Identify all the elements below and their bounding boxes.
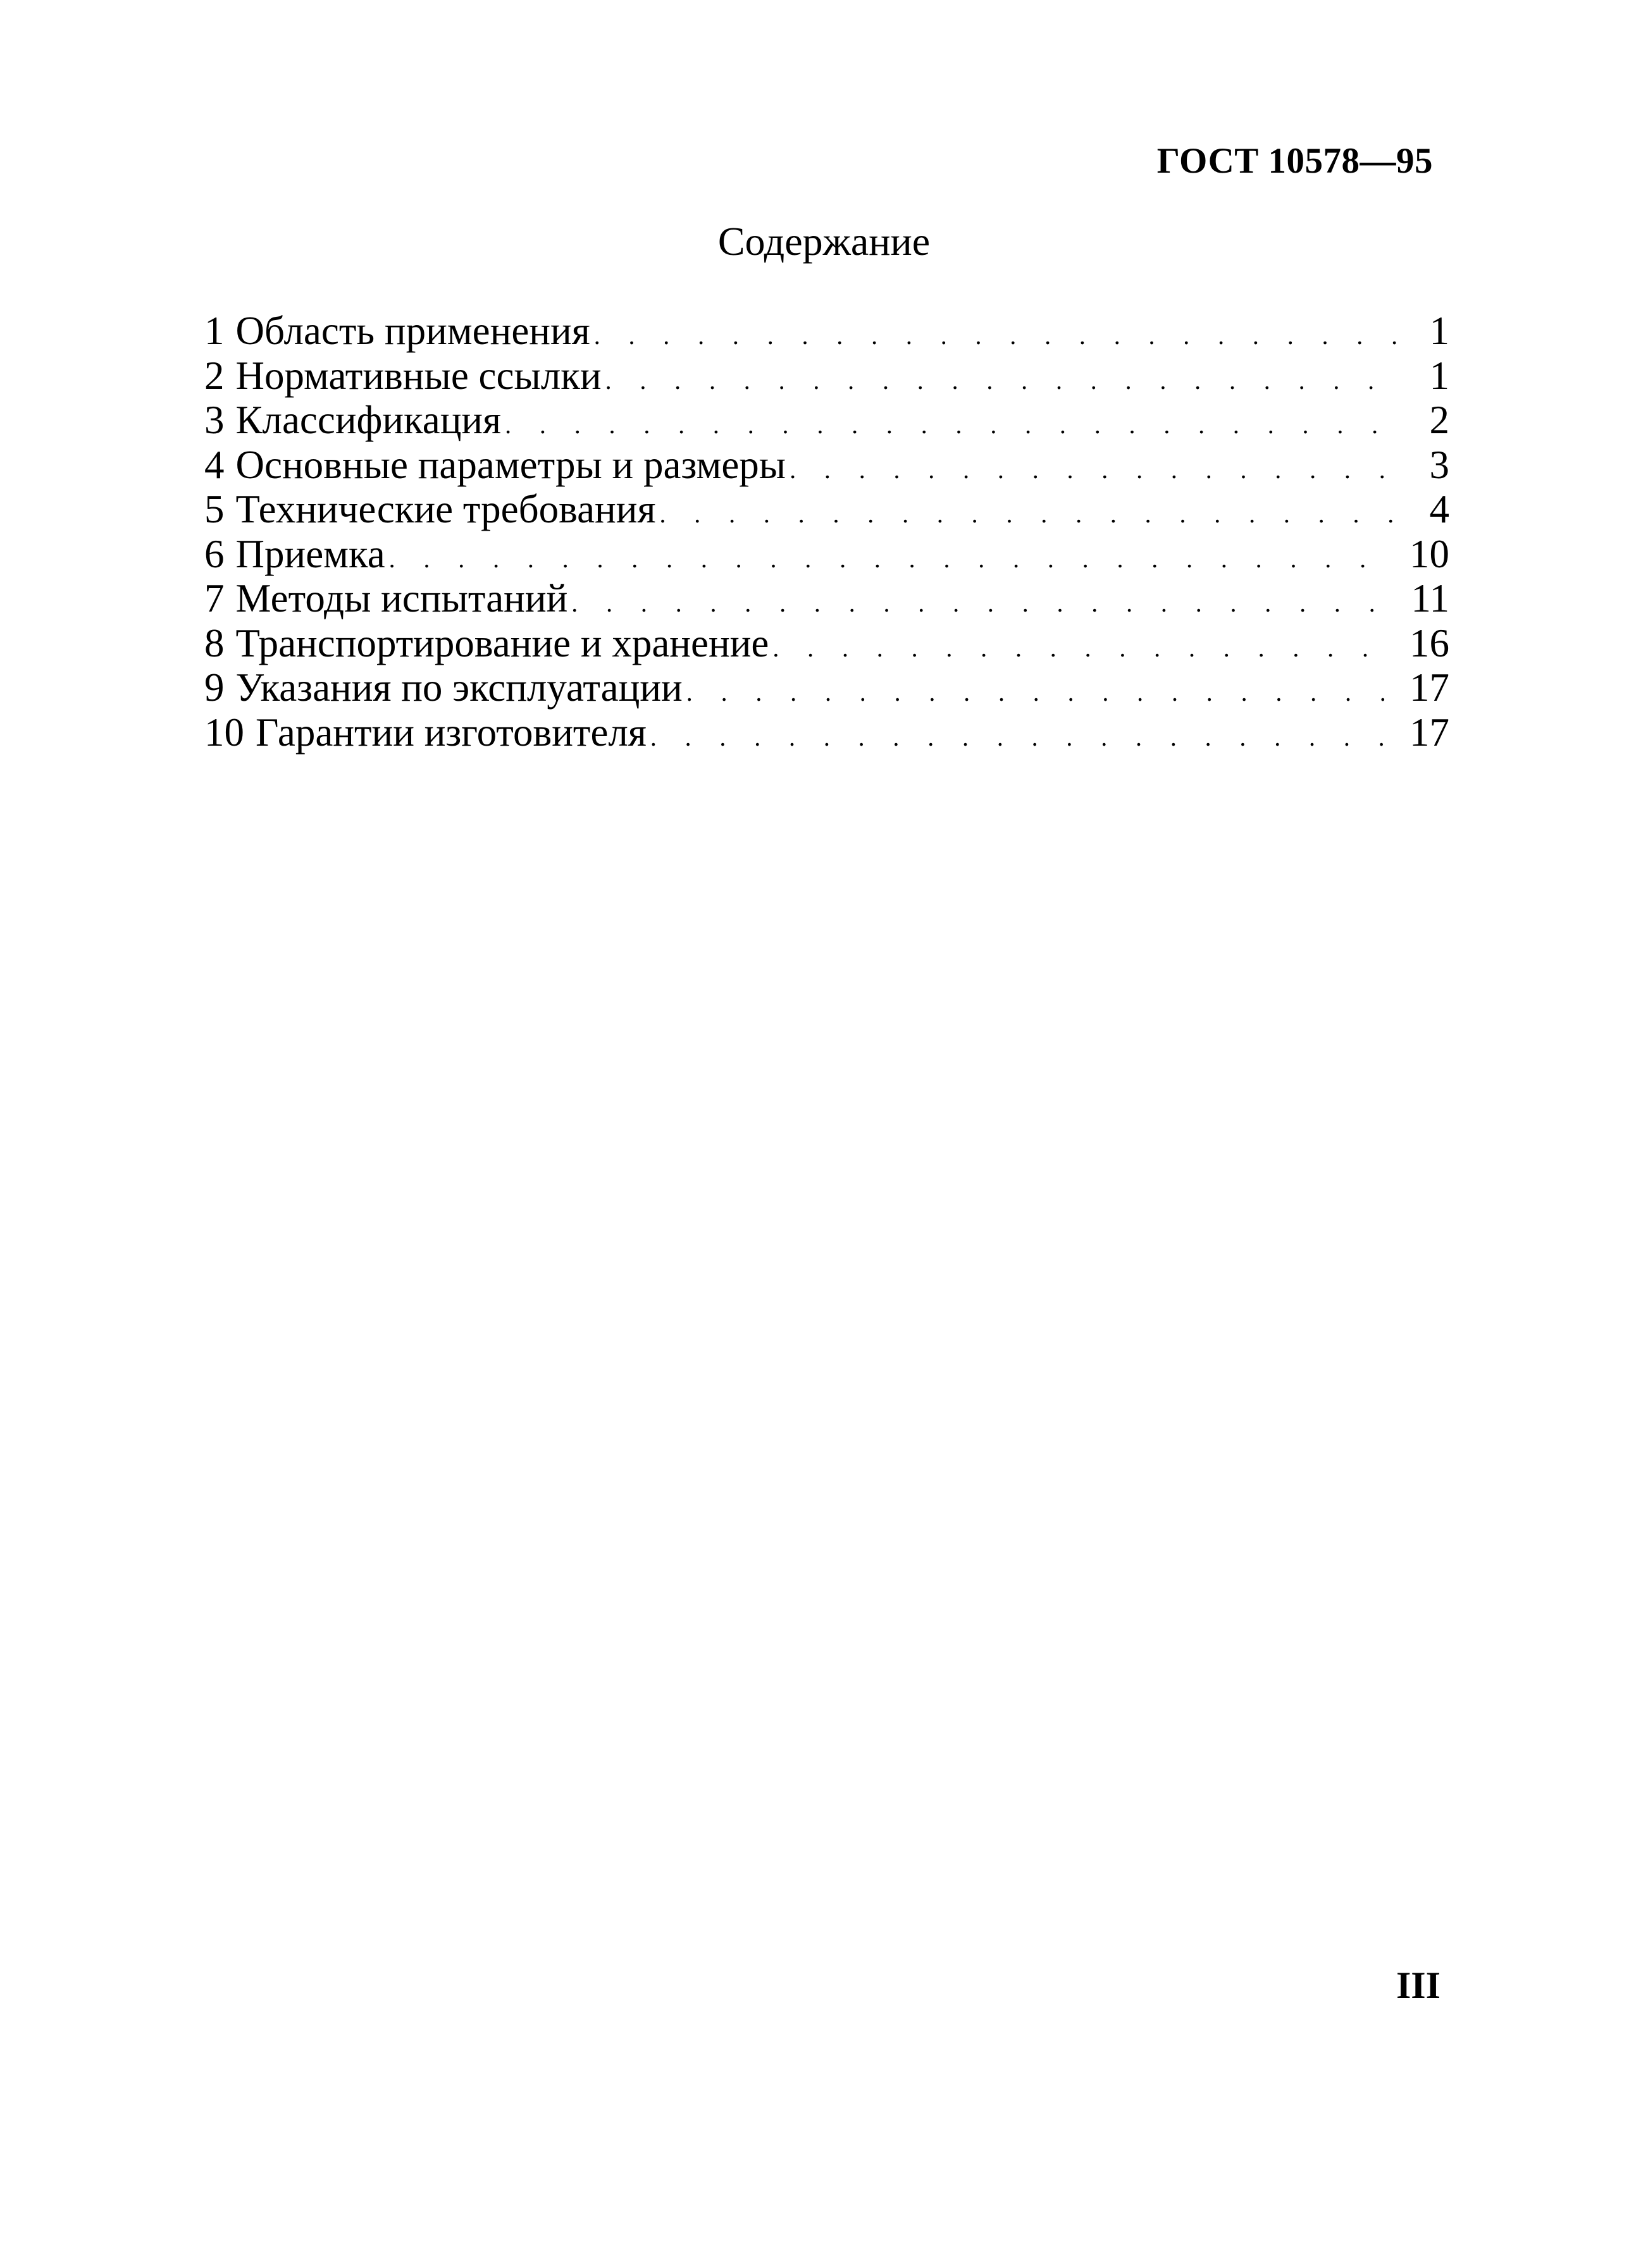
toc-entry[interactable]: [204, 665, 1449, 710]
toc-entry[interactable]: [204, 398, 1449, 443]
toc-entry[interactable]: [204, 309, 1449, 354]
toc-entry[interactable]: [204, 354, 1449, 398]
toc-entry[interactable]: [204, 532, 1449, 577]
dot-leader: [650, 715, 1396, 760]
toc-entry-label: Основные параметры и размеры: [235, 442, 786, 487]
page-number: III: [1396, 1964, 1440, 2006]
toc-entry-number: 10: [204, 710, 244, 755]
toc-entry-number: 1: [204, 309, 225, 353]
toc-entry-label: Технические требования: [235, 487, 656, 531]
dot-leader: [686, 670, 1396, 715]
toc-entry-number: 5: [204, 487, 225, 531]
toc-entry-label: Нормативные ссылки: [235, 353, 602, 398]
toc-entry-label: Область применения: [235, 309, 590, 353]
dot-leader: [605, 359, 1397, 404]
toc-entry[interactable]: [204, 487, 1449, 532]
toc-entry-page: 2: [1429, 398, 1449, 442]
toc-entry-number: 2: [204, 353, 225, 398]
toc-entry-page: 1: [1429, 309, 1449, 353]
document-code: ГОСТ 10578—95: [1156, 141, 1433, 181]
toc-entry-label: Указания по эксплуатации: [235, 665, 683, 710]
toc-entry-number: 7: [204, 576, 225, 620]
toc-entry-number: 3: [204, 398, 225, 442]
toc-entry-number: 8: [204, 620, 225, 665]
toc-entry-page: 17: [1409, 665, 1449, 710]
toc-entry-label: Методы испытаний: [235, 576, 568, 620]
dot-leader: [389, 537, 1396, 582]
dot-leader: [659, 492, 1397, 537]
dot-leader: [594, 314, 1397, 359]
toc-entry-page: 1: [1429, 353, 1449, 398]
dot-leader: [790, 448, 1397, 493]
dot-leader: [772, 626, 1396, 671]
table-of-contents: [204, 309, 1449, 755]
toc-entry-page: 16: [1409, 620, 1449, 665]
toc-entry[interactable]: [204, 443, 1449, 488]
toc-entry-page: 3: [1429, 442, 1449, 487]
contents-title: Содержание: [717, 219, 931, 264]
toc-entry-label: Гарантии изготовителя: [256, 710, 647, 755]
toc-entry-page: 4: [1429, 487, 1449, 531]
toc-entry-page: 11: [1411, 576, 1449, 620]
toc-entry[interactable]: [204, 576, 1449, 621]
toc-entry-number: 9: [204, 665, 225, 710]
dot-leader: [571, 581, 1397, 626]
toc-entry-label: Приемка: [235, 531, 385, 576]
toc-entry-number: 6: [204, 531, 225, 576]
toc-entry-page: 17: [1409, 710, 1449, 755]
toc-entry-label: Классификация: [235, 398, 502, 442]
toc-entry-number: 4: [204, 442, 225, 487]
toc-entry[interactable]: [204, 710, 1449, 755]
toc-entry-page: 10: [1409, 531, 1449, 576]
toc-entry[interactable]: [204, 621, 1449, 666]
toc-entry-label: Транспортирование и хранение: [235, 620, 769, 665]
dot-leader: [505, 403, 1397, 448]
